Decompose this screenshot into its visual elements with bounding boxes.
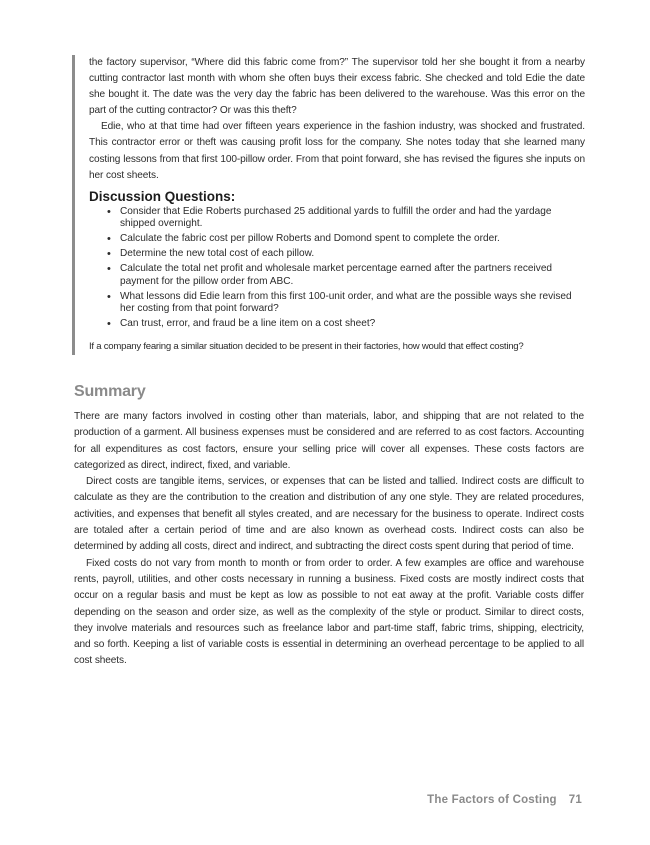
discussion-questions-list [89,206,585,331]
page-number: 71 [568,794,582,806]
bullet-icon: • [107,205,111,218]
question-text: What lessons did Edie learn from this first 100-unit order, and what are the possible ways she revised her costing from that point forward? [120,290,572,314]
bullet-icon: • [107,263,111,276]
case-paragraph: the factory supervisor, “Where did this fabric come from?” The supervisor told her she bought it from a nearby cutting contractor last month with whom she often buys their excess fabric. She checked and told Edie the date she bought it. The date was the very day the fabric has been delivered to the warehouse. Was this error on the part of the cutting contractor? Or was this theft? [89,57,585,117]
bullet-icon: • [107,290,111,303]
bullet-icon: • [107,233,111,246]
summary-body [74,409,584,670]
question-item [107,233,585,245]
bullet-icon: • [107,317,111,330]
case-paragraph: Edie, who at that time had over fifteen years experience in the fashion industry, was shocked and frustrated. This contractor error or theft was causing profit loss for the company. She notes today that she learned many costing lessons from that first 100-pillow order. From that point forward, she has revised the figures she inputs on her cost sheets. [89,121,585,181]
case-study-box [72,55,587,355]
question-item [107,248,585,260]
question-item [107,206,585,231]
question-item [107,318,585,330]
summary-paragraph: Fixed costs do not vary from month to month or from order to order. A few examples are office and warehouse rents, payroll, utilities, and other costs necessary in running a business. Fixed costs are mostly indirect costs that occur on a regular basis and must be kept as low as possible to not eat away at the profit. Variable costs differ depending on the season and order size, as well as the complexity of the style or product. Similar to direct costs, they involve materials and resources such as freelance labor and part-time staff, fabric trims, shipping, electricity, and so forth. Keeping a list of variable costs is essential in determining an overhead percentage to be applied to all cost sheets. [74,557,584,667]
summary-paragraph: There are many factors involved in costing other than materials, labor, and shipping that are not related to the production of a garment. All business expenses must be considered and are referred to as cost factors. Accounting for all expenditures as cost factors, ensure your selling price will cover all expenses. These costs factors are categorized as direct, indirect, fixed, and variable. [74,411,584,471]
page-footer [427,794,582,806]
closing-question: If a company fearing a similar situation decided to be present in their factories, how would that effect costing? [89,341,524,352]
question-text: Determine the new total cost of each pillow. [120,248,315,260]
question-text: Consider that Edie Roberts purchased 25 additional yards to fulfill the order and had the yardage shipped overnight. [120,205,552,230]
question-text: Calculate the fabric cost per pillow Roberts and Domond spent to complete the order. [120,233,500,245]
question-item [107,291,585,316]
discussion-questions-heading: Discussion Questions: [89,188,236,204]
case-study-content [89,55,585,352]
chapter-title: The Factors of Costing [427,794,557,806]
summary-heading: Summary [74,383,146,400]
question-text: Calculate the total net profit and wholesale market percentage earned after the partners received payment for the pillow order from ABC. [120,263,553,287]
question-item [107,263,585,288]
bullet-icon: • [107,248,111,261]
question-text: Can trust, error, and fraud be a line item on a cost sheet? [120,317,376,329]
summary-paragraph: Direct costs are tangible items, services, or expenses that can be listed and tallied. Indirect costs are difficult to calculate as they are the contribution to the creation and distribution of any one style. They are related procedures, activities, and expenses that benefit all styles created, and are necessary for the business to operate. Indirect costs are totaled after a certain period of time and are also known as overhead costs. Indirect costs can also be determined by adding all costs, direct and indirect, and subtracting the direct costs spent during that period of time. [74,476,584,553]
